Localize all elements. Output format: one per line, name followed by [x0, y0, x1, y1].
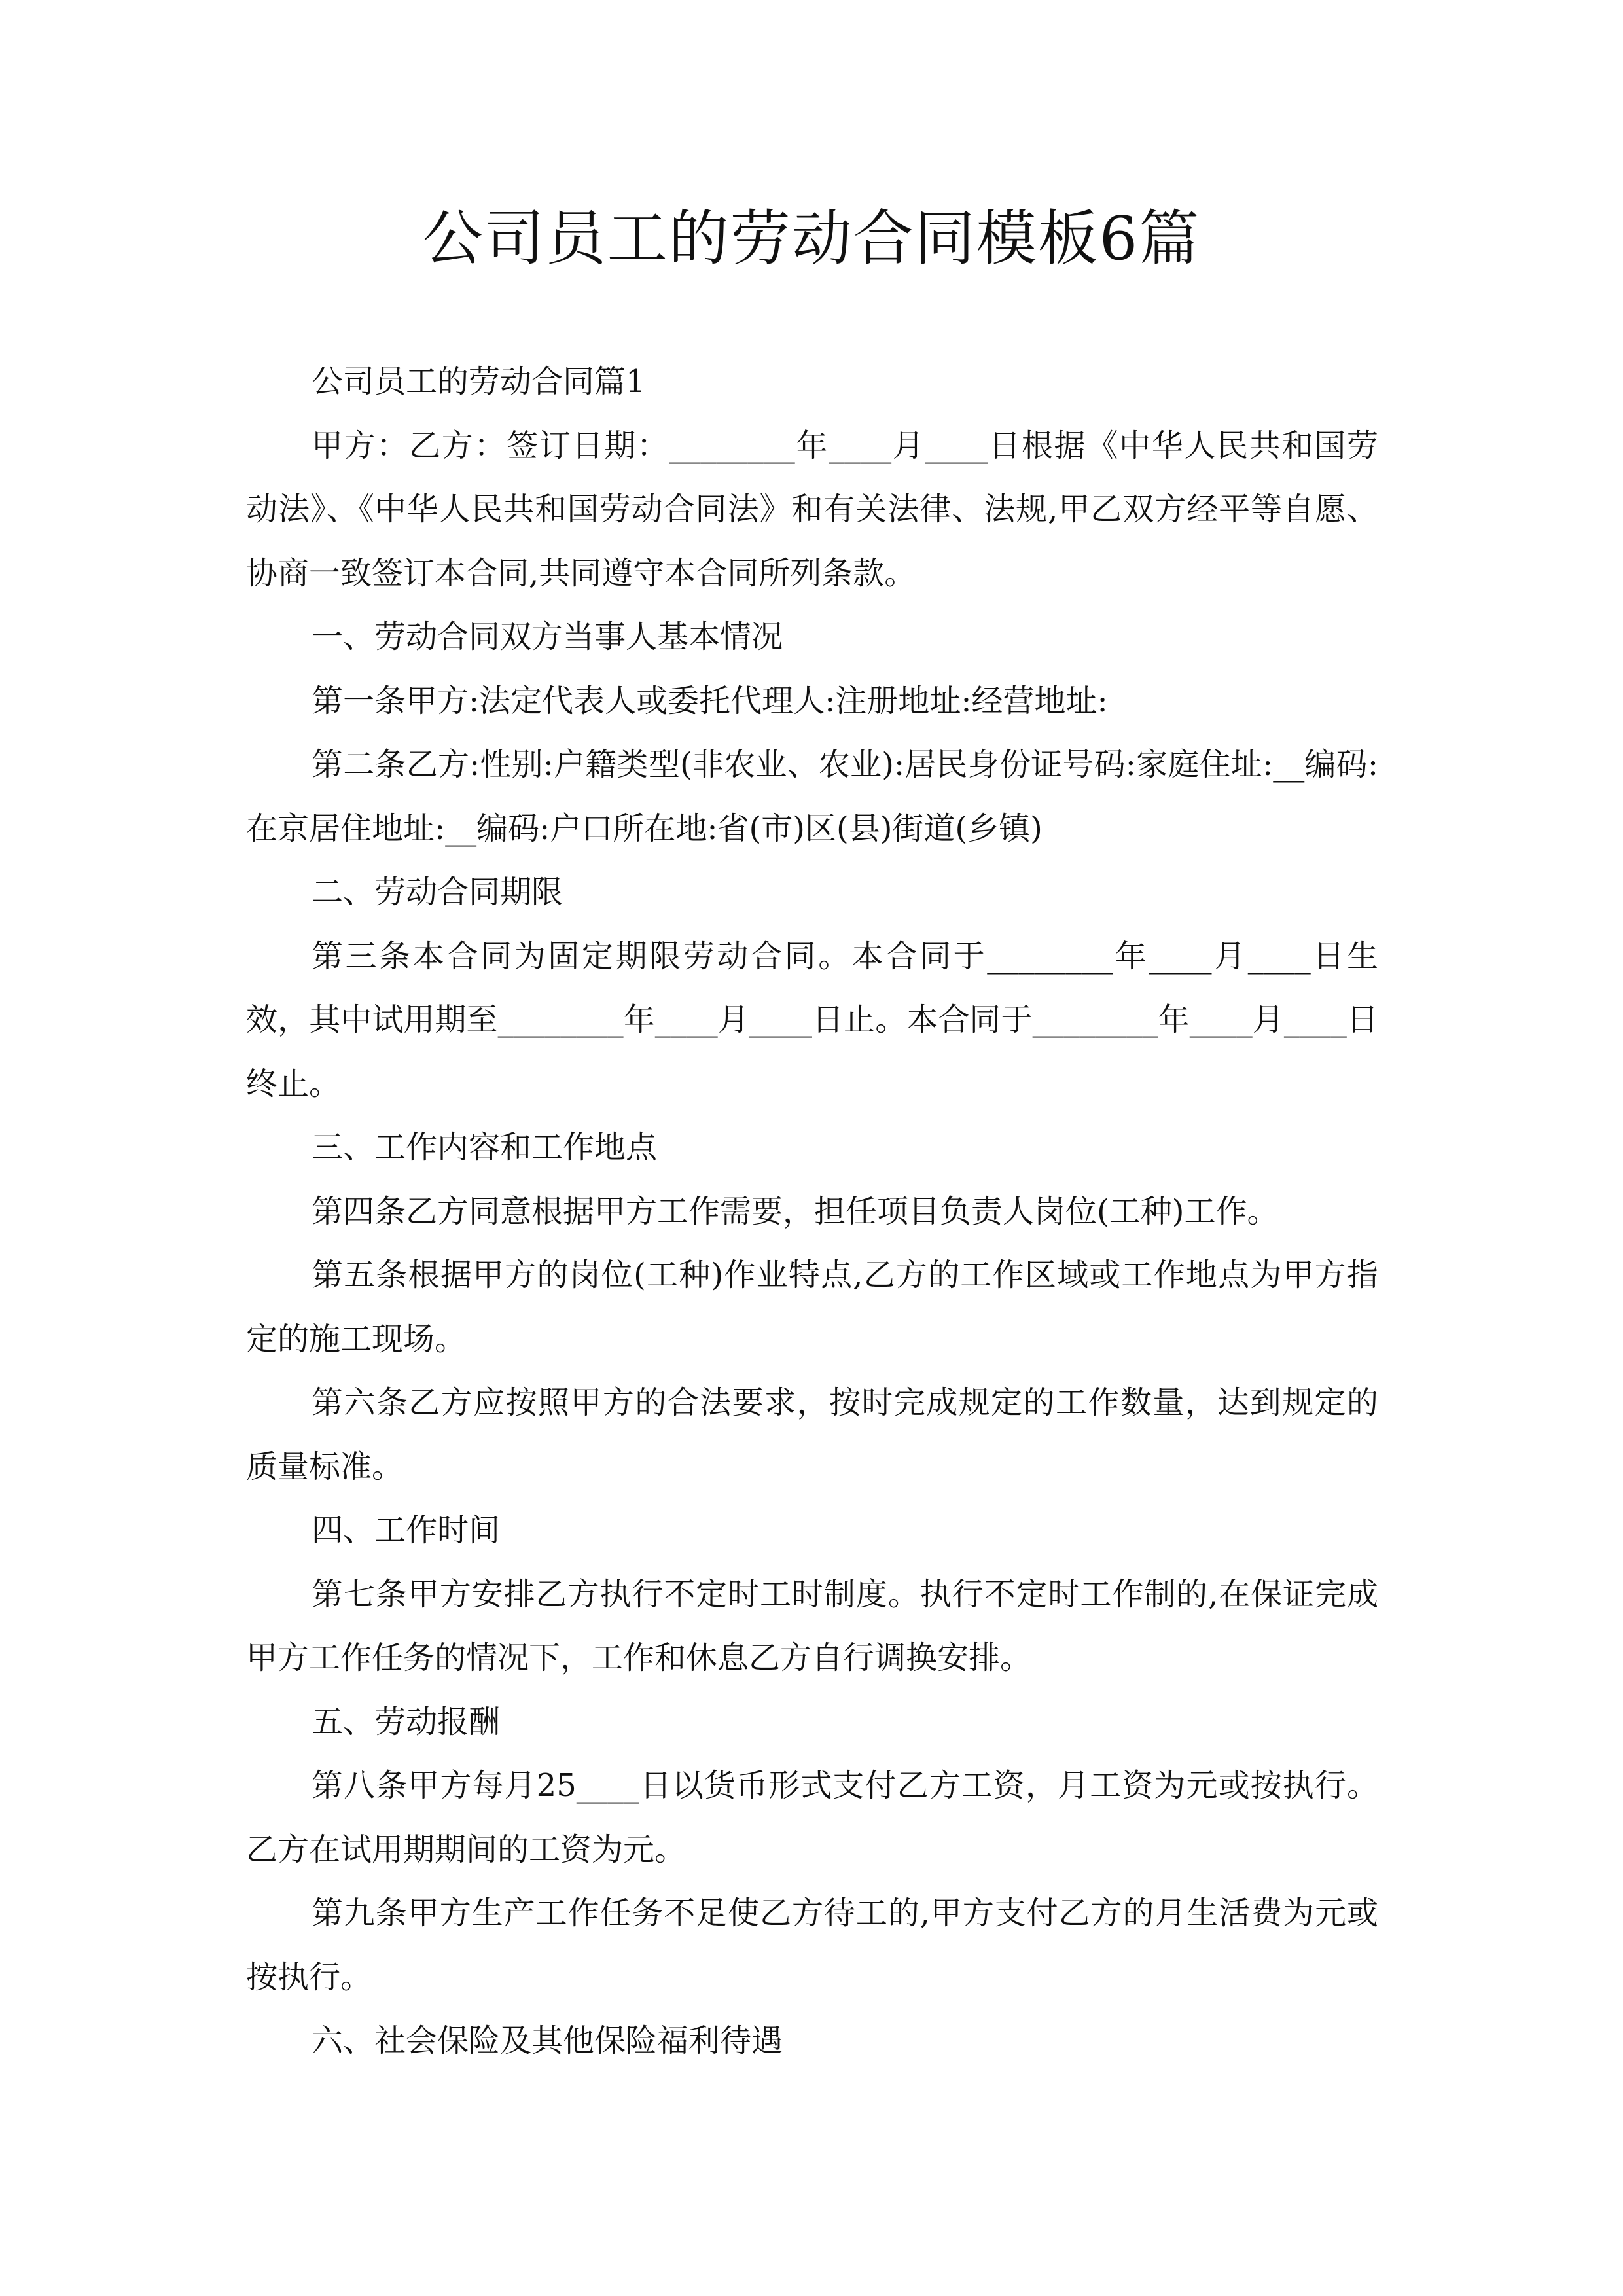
- paragraph: 第三条本合同为固定期限劳动合同。本合同于________年____月____日生效，其中试用期至________年____月____日止。本合同于________年____月____日终止。: [246, 937, 1378, 1102]
- section-heading: 五、劳动报酬: [312, 1703, 501, 1740]
- section-heading: 六、社会保险及其他保险福利待遇: [312, 2022, 783, 2059]
- paragraph: 甲方：乙方：签订日期：________年____月____日根据《中华人民共和国劳动法》、《中华人民共和国劳动合同法》和有关法律、法规,甲乙双方经平等自愿、协商一致签订本合同,共同遵守本合同所列条款。: [246, 427, 1378, 592]
- section-heading: 四、工作时间: [312, 1512, 501, 1549]
- paragraph: 第七条甲方安排乙方执行不定时工时制度。执行不定时工作制的,在保证完成甲方工作任务的情况下，工作和休息乙方自行调换安排。: [246, 1575, 1378, 1676]
- section-heading: 一、劳动合同双方当事人基本情况: [312, 619, 783, 655]
- document-title: 公司员工的劳动合同模板6篇: [422, 204, 1201, 274]
- paragraph: 第六条乙方应按照甲方的合法要求，按时完成规定的工作数量，达到规定的质量标准。: [246, 1384, 1378, 1485]
- paragraph: 公司员工的劳动合同篇1: [312, 363, 646, 400]
- paragraph: 第一条甲方:法定代表人或委托代理人:注册地址:经营地址:: [312, 682, 1108, 719]
- paragraph: 第二条乙方:性别:户籍类型(非农业、农业):居民身份证号码:家庭住址:__编码:在京居住地址:__编码:户口所在地:省(市)区(县)街道(乡镇): [246, 746, 1378, 847]
- section-heading: 二、劳动合同期限: [312, 874, 563, 910]
- section-heading: 三、工作内容和工作地点: [312, 1129, 658, 1166]
- document-body: [246, 350, 1378, 2073]
- paragraph: 第五条根据甲方的岗位(工种)作业特点,乙方的工作区域或工作地点为甲方指定的施工现场。: [246, 1257, 1378, 1357]
- paragraph: 第四条乙方同意根据甲方工作需要，担任项目负责人岗位(工种)工作。: [312, 1193, 1279, 1230]
- paragraph: 第九条甲方生产工作任务不足使乙方待工的,甲方支付乙方的月生活费为元或按执行。: [246, 1895, 1378, 1996]
- paragraph: 第八条甲方每月25____日以货币形式支付乙方工资，月工资为元或按执行。乙方在试用期期间的工资为元。: [246, 1767, 1378, 1868]
